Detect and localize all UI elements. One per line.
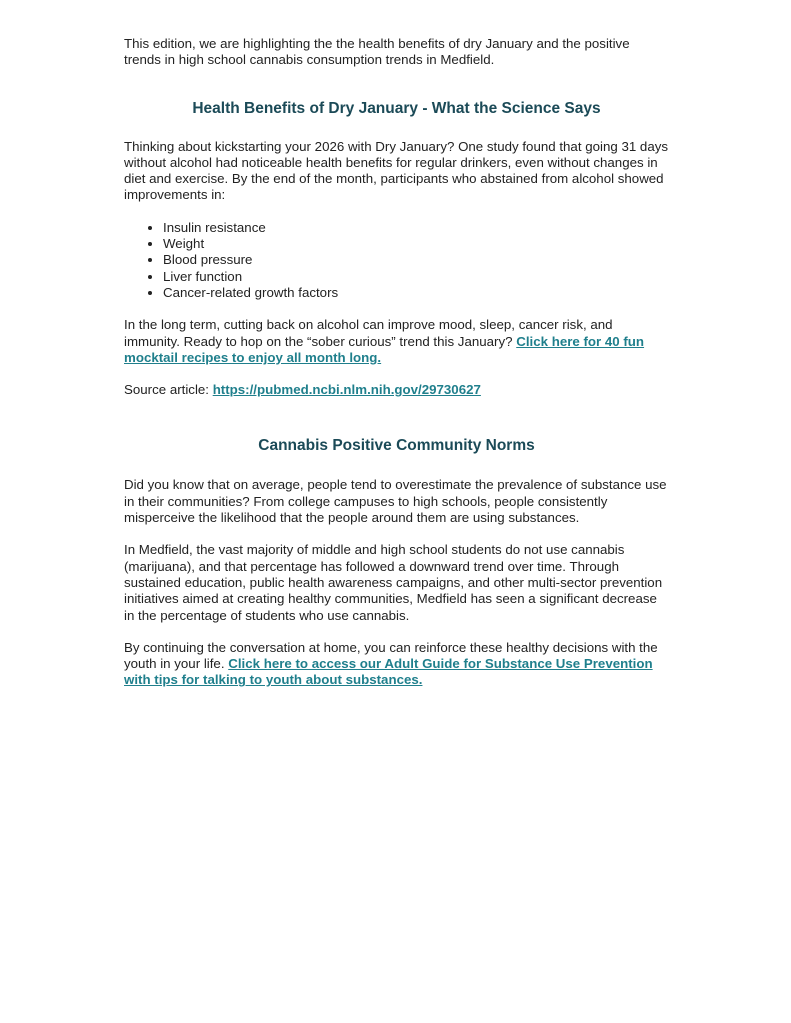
dry-january-heading: Health Benefits of Dry January - What the Science Says (192, 99, 601, 117)
medfield-trend-paragraph: In Medfield, the vast majority of middle and high school students do not use cannabis (marijuana), and that percentage has followed a downward trend over time. Through sustained education, public health awareness campaigns, and other multi-sector prevention initiatives aimed at creating healthy communities, Medfield has seen a significant decrease in the percentage of students who use cannabis. (124, 542, 663, 623)
list-item: • Liver function (163, 269, 669, 285)
long-term-text: In the long term, cutting back on alcohol can improve mood, sleep, cancer risk, and immunity. Ready to hop on the “sober curious” trend this January? (124, 317, 613, 349)
dry-january-intro: Thinking about kickstarting your 2026 with Dry January? One study found that going 31 days without alcohol had noticeable health benefits for regular drinkers, even without changes in diet and exercise. By the end of the month, participants who abstained from alcohol showed improvements in: (124, 138, 669, 203)
source-article-link[interactable]: https://pubmed.ncbi.nlm.nih.gov/29730627 (212, 382, 481, 398)
list-item: • Insulin resistance (163, 220, 669, 236)
conversation-text: By continuing the conversation at home, you can reinforce these healthy decisions with the youth in your life. (124, 639, 658, 672)
intro-paragraph: This edition, we are highlighting the the health benefits of dry January and the positive trends in high school cannabis consumption trends in Medfield. (124, 36, 630, 68)
overestimate-paragraph: Did you know that on average, people tend to overestimate the prevalence of substance use in their communities? From college campuses to high schools, people consistently misperceive the likelihood that the people around them are using substances. (124, 477, 667, 526)
newsletter-page (124, 36, 669, 689)
long-term-paragraph (124, 317, 669, 366)
source-label: Source article: (124, 382, 213, 398)
list-item: • Blood pressure (163, 252, 669, 268)
benefits-list (124, 220, 669, 301)
mocktail-recipes-link[interactable]: Click here for 40 fun mocktail recipes to enjoy all month long. (124, 333, 645, 365)
cannabis-section (124, 436, 669, 688)
list-item: • Cancer-related growth factors (163, 285, 669, 301)
conversation-paragraph (124, 640, 669, 689)
adult-guide-link[interactable]: Click here to access our Adult Guide for Substance Use Prevention with tips for talking to youth about substances. (124, 656, 653, 688)
list-item: • Weight (163, 236, 669, 252)
dry-january-section (124, 99, 669, 399)
cannabis-heading: Cannabis Positive Community Norms (258, 437, 535, 455)
source-paragraph (124, 382, 669, 398)
